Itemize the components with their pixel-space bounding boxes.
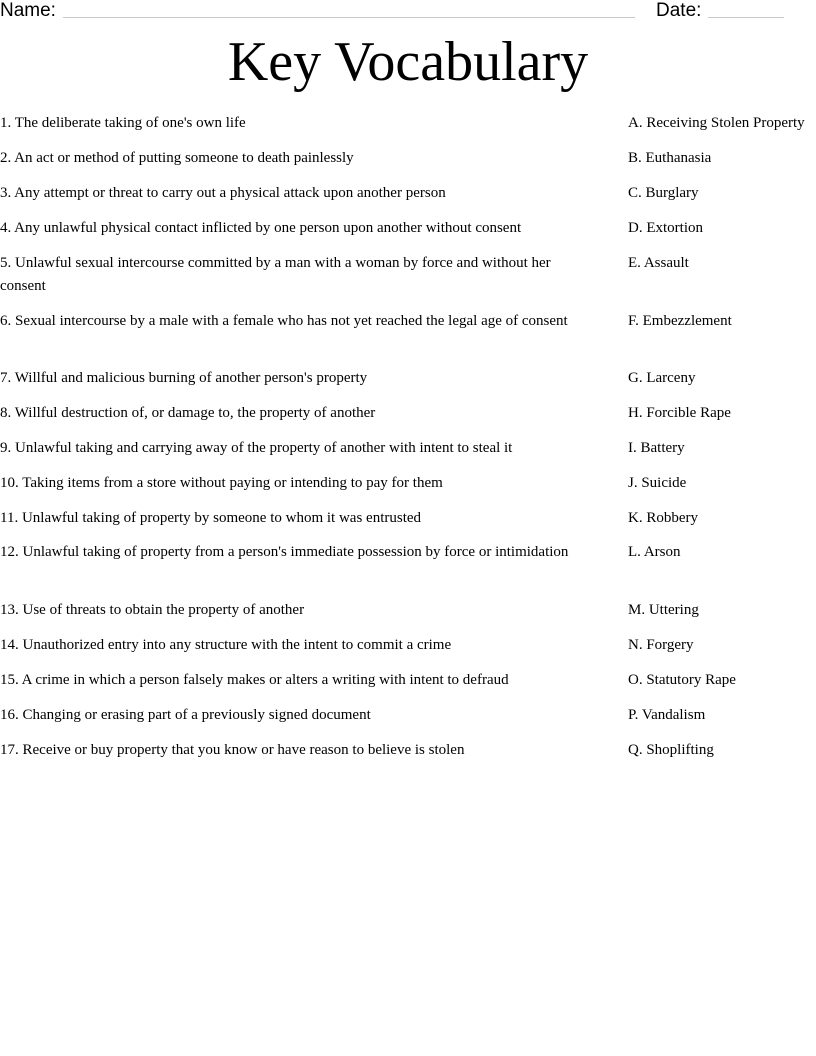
- answer-option: D. Extortion: [628, 220, 703, 236]
- name-blank-line: [63, 17, 635, 18]
- answer-option: F. Embezzlement: [628, 313, 732, 329]
- clue-item: 5. Unlawful sexual intercourse committed by a man with a woman by force and without her consent: [0, 255, 551, 294]
- worksheet-header: [0, 0, 816, 24]
- clue-item: 12. Unlawful taking of property from a person's immediate possession by force or intimidation: [0, 544, 569, 560]
- clue-item: 3. Any attempt or threat to carry out a physical attack upon another person: [0, 185, 446, 201]
- clue-item: 4. Any unlawful physical contact inflicted by one person upon another without consent: [0, 220, 522, 236]
- clue-item: 9. Unlawful taking and carrying away of the property of another with intent to steal it: [0, 440, 513, 456]
- clue-item: 8. Willful destruction of, or damage to, the property of another: [0, 405, 376, 421]
- answer-option: G. Larceny: [628, 370, 696, 386]
- date-label: Date:: [656, 0, 702, 21]
- clue-item: 6. Sexual intercourse by a male with a female who has not yet reached the legal age of consent: [0, 313, 568, 329]
- answer-option: A. Receiving Stolen Property: [628, 115, 805, 131]
- answer-option: Q. Shoplifting: [628, 742, 714, 758]
- clue-item: 15. A crime in which a person falsely makes or alters a writing with intent to defraud: [0, 672, 509, 688]
- clue-item: 1. The deliberate taking of one's own life: [0, 115, 246, 131]
- answer-option: I. Battery: [628, 440, 685, 456]
- clue-item: 2. An act or method of putting someone to death painlessly: [0, 150, 354, 166]
- page-title: Key Vocabulary: [227, 31, 589, 93]
- answer-option: K. Robbery: [628, 510, 698, 526]
- answer-option: B. Euthanasia: [628, 150, 712, 166]
- clue-item: 10. Taking items from a store without paying or intending to pay for them: [0, 475, 443, 491]
- answer-option: P. Vandalism: [628, 707, 706, 723]
- clue-item: 13. Use of threats to obtain the property of another: [0, 602, 305, 618]
- answer-option: E. Assault: [628, 255, 689, 271]
- clue-item: 14. Unauthorized entry into any structure with the intent to commit a crime: [0, 637, 452, 653]
- answer-option: C. Burglary: [628, 185, 699, 201]
- clue-item: 7. Willful and malicious burning of another person's property: [0, 370, 368, 386]
- answer-option: J. Suicide: [628, 475, 687, 491]
- answer-option: O. Statutory Rape: [628, 672, 736, 688]
- clue-item: 17. Receive or buy property that you know or have reason to believe is stolen: [0, 742, 465, 758]
- date-blank-line: [708, 17, 784, 18]
- answer-option: H. Forcible Rape: [628, 405, 731, 421]
- clue-item: 16. Changing or erasing part of a previously signed document: [0, 707, 371, 723]
- clue-item: 11. Unlawful taking of property by someone to whom it was entrusted: [0, 510, 422, 526]
- answer-option: L. Arson: [628, 544, 681, 560]
- name-label: Name:: [0, 0, 56, 21]
- answer-option: N. Forgery: [628, 637, 694, 653]
- answer-option: M. Uttering: [628, 602, 699, 618]
